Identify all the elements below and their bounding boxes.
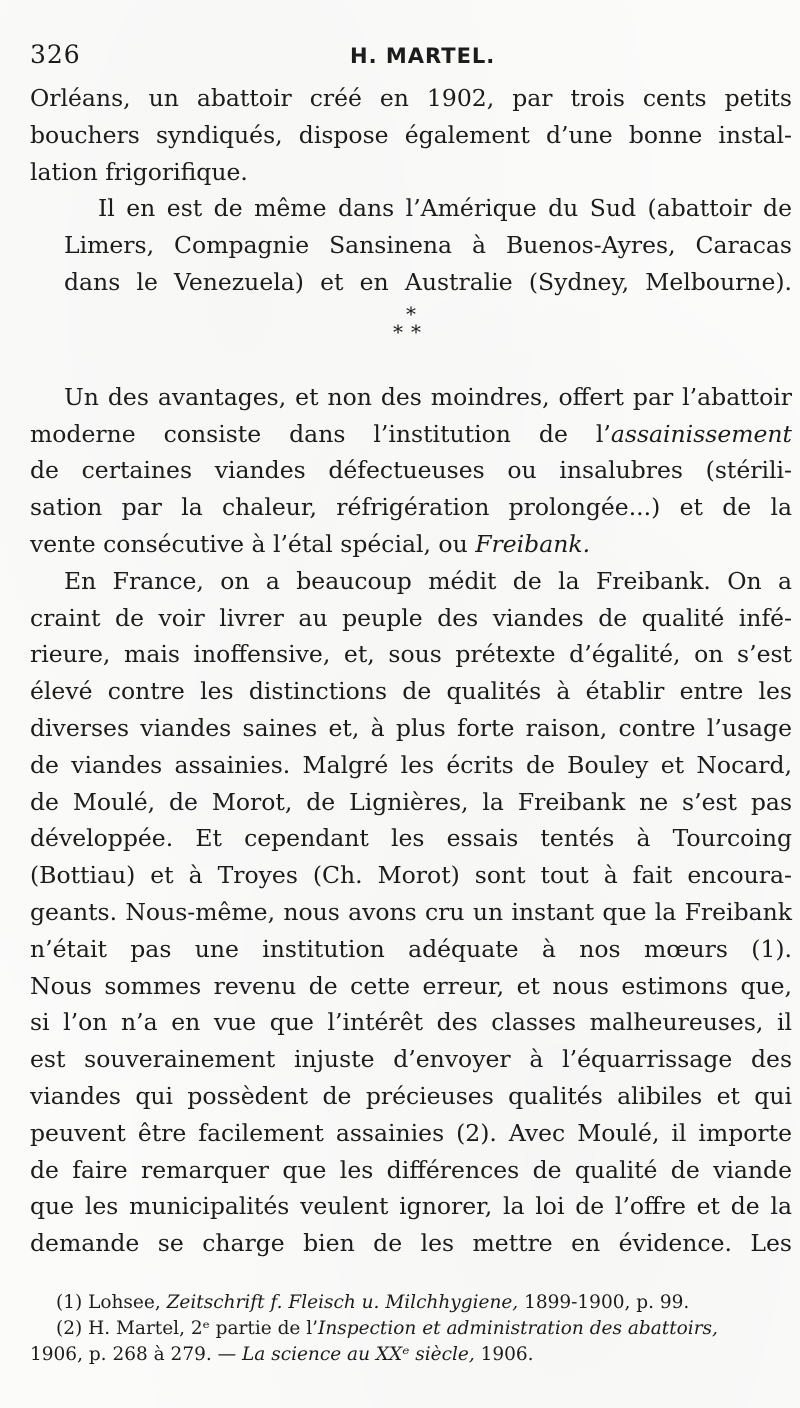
text-line: peuvent être facilement assainies (2). Avec Moulé, il importe — [30, 1118, 792, 1147]
text-line: est souverainement injuste d’envoyer à l’équarrissage des — [30, 1045, 792, 1074]
text-line: lation frigorifique. — [30, 157, 248, 186]
text-line: de certaines viandes défectueuses ou insalubres (stérili- — [30, 456, 792, 485]
text-line: de faire remarquer que les différences de qualité de viande — [30, 1155, 792, 1184]
body-text — [30, 80, 792, 1262]
text-line: diverses viandes saines et, à plus forte raison, contre l’usage — [30, 713, 792, 742]
running-head: H. MARTEL. — [350, 44, 496, 68]
italic-term: assainissement — [610, 419, 792, 448]
page-header — [30, 40, 790, 76]
text-line: Un des avantages, et non des moindres, offert par l’abattoir — [64, 382, 792, 411]
text-line: si l’on n’a en vue que l’intérêt des classes malheureuses, il — [30, 1008, 792, 1037]
footnotes — [30, 1290, 786, 1368]
text-line — [30, 526, 792, 563]
paragraph-1 — [30, 80, 792, 190]
italic-term: Freibank. — [475, 529, 591, 558]
page-number: 326 — [30, 40, 81, 69]
text-line: viandes qui possèdent de précieuses qualités alibiles et qui — [30, 1081, 792, 1110]
text-line: dans le Venezuela) et en Australie (Sydney, Melbourne). — [64, 267, 792, 296]
footnote-2-continuation — [30, 1342, 786, 1368]
separator-star-top: * — [406, 301, 416, 326]
footnote-text: (2) H. Martel, 2ᵉ partie de l’ — [56, 1318, 319, 1339]
footnote-text: 1906. — [474, 1344, 534, 1365]
text-line: rieure, mais inoffensive, et, sous prétexte d’égalité, on s’est — [30, 640, 792, 669]
text-line: En France, on a beaucoup médit de la Freibank. On a — [64, 566, 792, 595]
text-line: Il en est de même dans l’Amérique du Sud (abattoir de — [98, 194, 792, 223]
paragraph-3 — [30, 379, 792, 563]
text-segment: vente consécutive à l’étal spécial, ou — [30, 529, 476, 558]
footnote-text: 1906, p. 268 à 279. — — [30, 1344, 243, 1365]
text-line: sation par la chaleur, réfrigération prolongée...) et de la — [30, 493, 792, 522]
text-line: développée. Et cependant les essais tentés à Tourcoing — [30, 824, 792, 853]
text-line: que les municipalités veulent ignorer, la loi de l’offre et de la — [30, 1192, 792, 1221]
text-line: de viandes assainies. Malgré les écrits de Bouley et Nocard, — [30, 750, 792, 779]
text-line — [30, 416, 792, 453]
footnote-text: 1899-1900, p. 99. — [518, 1292, 690, 1313]
text-line: de Moulé, de Morot, de Lignières, la Freibank ne s’est pas — [30, 787, 792, 816]
separator-stars-bottom: ** — [393, 319, 429, 344]
footnote-italic: Inspection et administration des abattoirs, — [318, 1318, 718, 1339]
footnote-1 — [56, 1290, 786, 1316]
text-line: Limers, Compagnie Sansinena à Buenos-Ayres, Caracas — [64, 231, 792, 260]
footnote-text: (1) Lohsee, — [56, 1292, 167, 1313]
text-line: demande se charge bien de les mettre en évidence. Les — [30, 1229, 792, 1258]
section-separator — [30, 301, 792, 379]
text-line: (Bottiau) et à Troyes (Ch. Morot) sont tout à fait encoura- — [30, 861, 792, 890]
text-line: geants. Nous-même, nous avons cru un instant que la Freibank — [30, 897, 792, 926]
text-line: bouchers syndiqués, dispose également d’une bonne instal- — [30, 120, 792, 149]
text-line: craint de voir livrer au peuple des viandes de qualité infé- — [30, 603, 792, 632]
text-line: n’était pas une institution adéquate à nos mœurs (1). — [30, 934, 792, 963]
footnote-italic: La science au XXᵉ siècle, — [242, 1344, 475, 1365]
text-line: élevé contre les distinctions de qualités à établir entre les — [30, 677, 792, 706]
text-line: Nous sommes revenu de cette erreur, et nous estimons que, — [30, 971, 792, 1000]
paragraph-4 — [30, 563, 792, 1262]
footnote-2 — [56, 1316, 786, 1342]
paragraph-2 — [30, 190, 792, 300]
text-line: Orléans, un abattoir créé en 1902, par trois cents petits — [30, 84, 792, 112]
text-segment: moderne consiste dans l’institution de l’ — [30, 419, 611, 448]
footnote-italic: Zeitschrift f. Fleisch u. Milchhygiene, — [166, 1292, 519, 1313]
